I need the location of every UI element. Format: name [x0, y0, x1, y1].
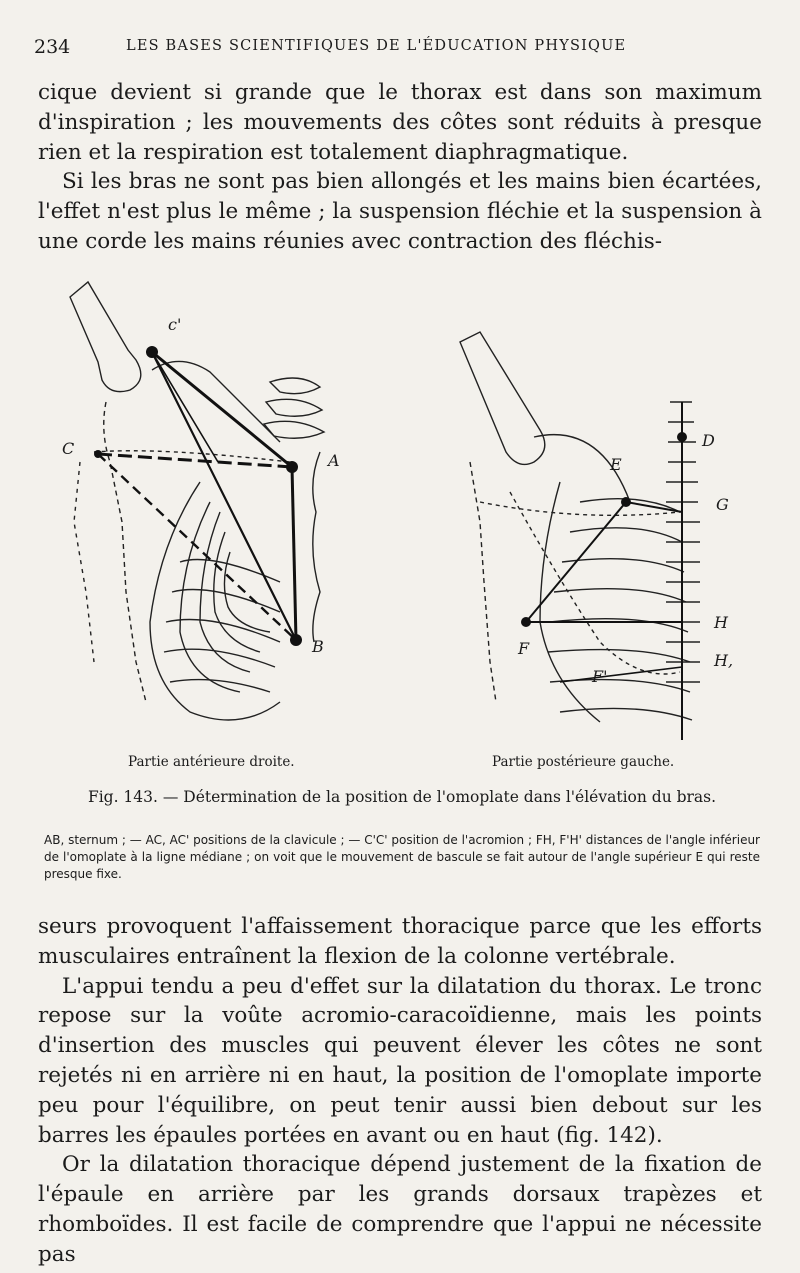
- label-d: D: [702, 431, 715, 450]
- arm-outline-left: [104, 402, 146, 702]
- label-a: A: [328, 451, 340, 470]
- figure-caption: Fig. 143. — Détermination de la position de l'omoplate dans l'élévation du bras.: [87, 788, 717, 806]
- arm-outline-right: [470, 462, 496, 702]
- label-g: G: [716, 495, 729, 514]
- page-number: 234: [34, 36, 71, 58]
- paragraph-continued: cique devient si grande que le thorax est dans son maximum d'inspiration ; les mouvements des côtes sont réduits à presque rien et la respiration est totalement diaphragmatique.: [38, 80, 762, 165]
- label-f: F: [518, 639, 530, 658]
- label-c: C: [62, 439, 75, 458]
- running-title: LES BASES SCIENTIFIQUES DE L'ÉDUCATION PHYSIQUE: [126, 38, 627, 54]
- label-c-prime: c': [168, 315, 182, 334]
- label-h: H: [714, 613, 728, 632]
- paragraph: Or la dilatation thoracique dépend justement de la fixation de l'épaule en arrière par les grands dorsaux trapèzes et rhomboïdes. Il est facile de comprendre que l'appui ne nécessite pas: [38, 1152, 762, 1267]
- figure-legend: AB, sternum ; — AC, AC' positions de la clavicule ; — C'C' position de l'acromion ; FH, F'H' distances de l'angle inférieur de l'omoplate à la ligne médiane ; on voit que le mouvement de bascule se fait autour de l'angle supérieur E qui reste presque fixe.: [44, 833, 760, 881]
- panel-caption-left: Partie antérieure droite.: [128, 754, 295, 770]
- label-h1: H,: [714, 651, 734, 670]
- paragraph: L'appui tendu a peu d'effet sur la dilatation du thorax. Le tronc repose sur la voûte acromio-caracoïdienne, mais les points d'insertion des muscles qui peuvent élever les côtes ne sont rejetés ni en arrière ni en haut, la position de l'omoplate importe peu pour l'équilibre, on peut tenir aussi bien debout sur les barres les épaules portées en avant ou en haut (fig. 142).: [38, 973, 762, 1148]
- figure-143: [40, 262, 770, 770]
- humerus-left-drawing: [70, 282, 141, 392]
- ribcage-left: [150, 482, 280, 720]
- humerus-right-drawing: [460, 332, 545, 464]
- label-b: B: [312, 637, 324, 656]
- label-e: E: [610, 455, 622, 474]
- paragraph: Si les bras ne sont pas bien allongés et les mains bien écartées, l'effet n'est plus le même ; la suspension fléchie et la suspension à une corde les mains réunies avec contraction des fléchis-: [38, 169, 762, 254]
- panel-caption-right: Partie postérieure gauche.: [492, 754, 675, 770]
- paragraph-continued: seurs provoquent l'affaissement thoracique parce que les efforts musculaires entraînent la flexion de la colonne vertébrale.: [38, 914, 762, 969]
- text-block-top: [38, 78, 762, 257]
- page-header: [34, 36, 754, 62]
- label-f-prime: F': [592, 667, 608, 686]
- anatomical-illustration: [40, 262, 770, 762]
- text-block-bottom: [38, 912, 762, 1270]
